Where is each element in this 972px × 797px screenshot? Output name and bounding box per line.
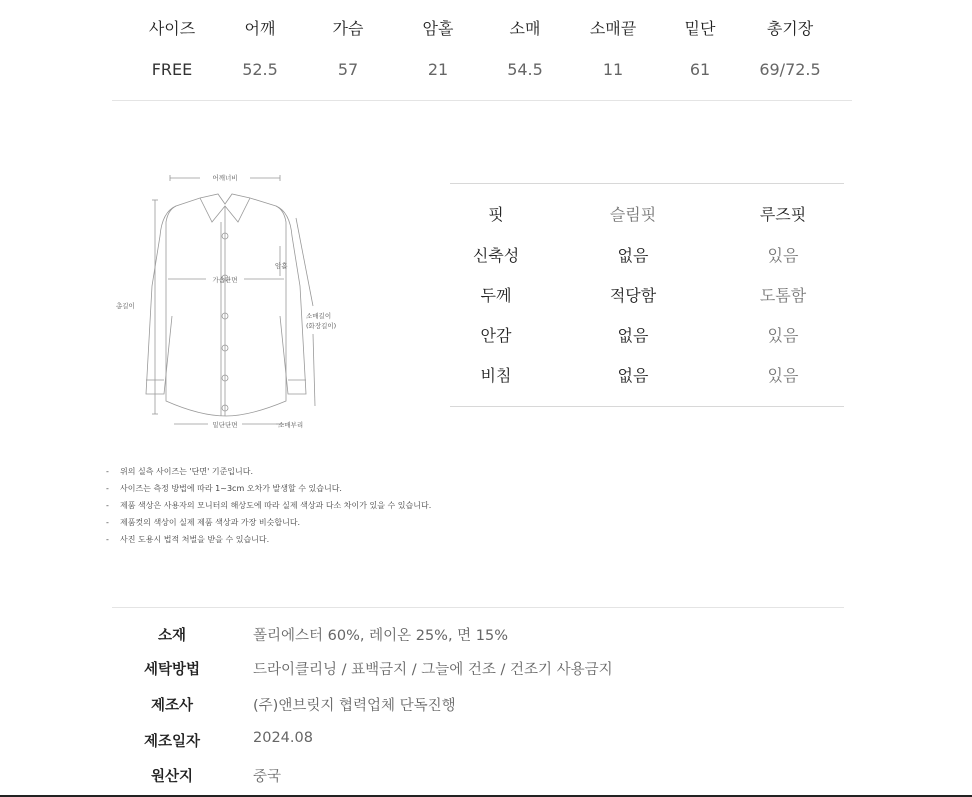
note-bullet: - [106,467,109,476]
note-item [106,517,431,534]
product-info-key: 소재 [157,628,186,644]
size-header-7: 총기장 [766,19,814,38]
product-info-row [112,658,844,682]
size-value-1: 52.5 [242,60,278,79]
note-bullet: - [106,501,109,510]
fit-row-label: 핏 [488,205,504,224]
size-value-4: 54.5 [507,60,543,79]
product-info-row [112,624,844,648]
label-sleeve-sub: (화장길이) [306,322,337,330]
fit-row-label: 신축성 [472,246,520,265]
label-armhole: 암홀 [275,262,288,270]
fit-option: 루즈핏 [759,205,807,224]
sleeve-measure-line [296,218,313,306]
size-header-5: 소매끝 [589,19,637,38]
fit-row-label: 비침 [480,366,512,385]
note-item [106,483,431,500]
fit-option: 없음 [617,246,649,265]
size-header-2: 가슴 [332,19,364,38]
product-info-row [112,730,844,754]
size-header-4: 소매 [509,19,541,38]
fit-option: 슬림핏 [609,205,657,224]
size-value-7: 69/72.5 [759,60,821,79]
fit-row [450,323,844,353]
shirt-measurement-diagram [100,166,360,436]
fit-option: 도톰함 [759,286,807,305]
fit-row-label: 안감 [480,326,512,345]
product-info-row [112,765,844,789]
label-cuff: 소매부리 [278,421,304,429]
fit-row [450,363,844,393]
fit-option: 없음 [617,366,649,385]
product-info-value: 2024.08 [253,730,313,746]
size-header-3: 암홀 [422,19,454,38]
product-info-value: 중국 [253,769,282,785]
note-item [106,466,431,483]
fit-option: 있음 [767,366,799,385]
fit-option: 있음 [767,246,799,265]
product-info-row [112,694,844,718]
note-text: 제품 색상은 사용자의 모니터의 해상도에 따라 실제 색상과 다소 차이가 있을 수 있습니다. [120,501,432,510]
label-sleeve: 소매길이 [306,312,332,320]
fit-table [450,183,844,407]
shirt-body [166,194,286,416]
note-text: 사이즈는 측정 방법에 따라 1~3cm 오차가 발생할 수 있습니다. [120,484,342,493]
note-item [106,534,431,551]
fit-row [450,243,844,273]
product-info-key: 원산지 [150,769,194,785]
label-shoulder: 어깨너비 [212,174,238,182]
label-length: 총길이 [116,302,135,310]
product-info-value: 폴리에스터 60%, 레이온 25%, 면 15% [253,628,509,644]
note-bullet: - [106,484,109,493]
size-header-6: 밑단 [684,19,716,38]
left-sleeve [146,206,176,394]
label-hem: 밑단단면 [212,421,238,429]
product-info-value: 드라이클리닝 / 표백금지 / 그늘에 건조 / 건조기 사용금지 [253,662,613,678]
size-value-6: 61 [689,60,711,79]
shirt-illustration [100,166,360,436]
note-item [106,500,431,517]
note-text: 제품컷의 색상이 실제 제품 색상과 가장 비슷합니다. [120,518,301,527]
size-value-5: 11 [602,60,624,79]
fit-row [450,283,844,313]
note-bullet: - [106,518,109,527]
product-info-key: 제조일자 [143,734,201,750]
product-info-value: (주)앤브릿지 협력업체 단독진행 [253,698,456,714]
note-text: 위의 실측 사이즈는 '단면' 기준입니다. [120,467,254,476]
product-info-key: 세탁방법 [143,662,201,678]
size-value-3: 21 [427,60,449,79]
fit-option: 없음 [617,326,649,345]
size-value-0: FREE [151,60,193,79]
product-info-table [112,607,844,785]
size-value-2: 57 [337,60,359,79]
label-chest: 가슴단면 [212,276,238,284]
size-header-1: 어깨 [244,19,276,38]
fit-option: 있음 [767,326,799,345]
size-table [112,0,852,101]
size-header-0: 사이즈 [148,19,196,38]
note-bullet: - [106,535,109,544]
notes-list [106,466,431,551]
note-text: 사진 도용시 법적 처벌을 받을 수 있습니다. [120,535,270,544]
fit-row-label: 두께 [480,286,512,305]
product-info-key: 제조사 [150,698,194,714]
right-sleeve [276,206,306,394]
fit-row [450,202,844,232]
fit-option: 적당함 [609,286,657,305]
